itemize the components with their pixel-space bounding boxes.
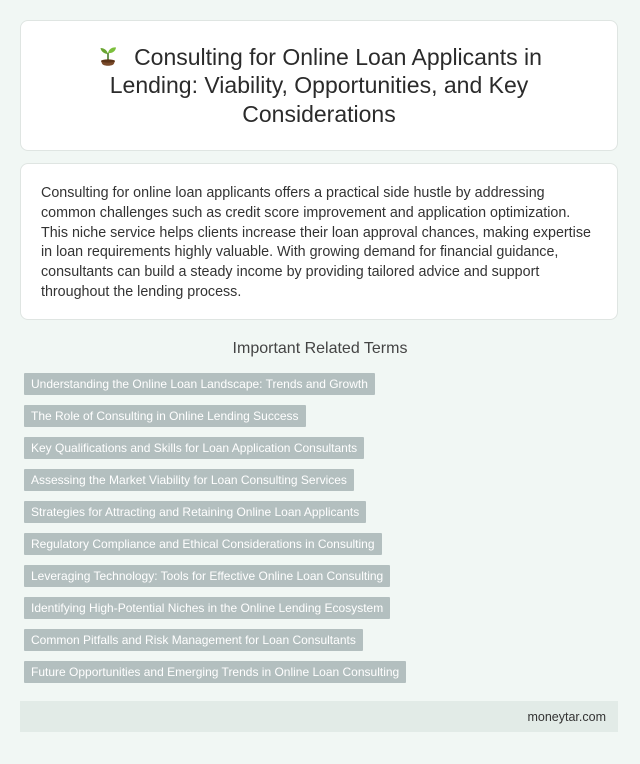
related-term-link[interactable]: Understanding the Online Loan Landscape: Trends and Growth bbox=[24, 373, 375, 395]
related-term-link[interactable]: Assessing the Market Viability for Loan Consulting Services bbox=[24, 469, 354, 491]
related-term-link[interactable]: Strategies for Attracting and Retaining Online Loan Applicants bbox=[24, 501, 366, 523]
intro-card bbox=[20, 163, 618, 320]
footer bbox=[20, 701, 618, 732]
related-term-link[interactable]: Leveraging Technology: Tools for Effective Online Loan Consulting bbox=[24, 565, 390, 587]
related-terms-list bbox=[24, 373, 624, 693]
related-term-link[interactable]: The Role of Consulting in Online Lending Success bbox=[24, 405, 306, 427]
related-term-link[interactable]: Regulatory Compliance and Ethical Considerations in Consulting bbox=[24, 533, 382, 555]
related-term-link[interactable]: Identifying High-Potential Niches in the Online Lending Ecosystem bbox=[24, 597, 390, 619]
sprout-icon bbox=[96, 44, 120, 68]
intro-paragraph: Consulting for online loan applicants offers a practical side hustle by addressing common challenges such as credit score improvement and application optimization. This niche service helps clients increase their loan approval chances, making expertise in loan requirements highly valuable. With growing demand for financial guidance, consultants can build a steady income by providing tailored advice and support throughout the lending process. bbox=[41, 185, 591, 300]
footer-site-link[interactable]: moneytar.com bbox=[527, 709, 606, 724]
title-card bbox=[20, 20, 618, 151]
page-title-text: Consulting for Online Loan Applicants in Lending: Viability, Opportunities, and Key Considerations bbox=[109, 43, 542, 127]
related-terms-heading: Important Related Terms bbox=[232, 340, 408, 357]
page-title bbox=[59, 43, 579, 129]
related-term-link[interactable]: Future Opportunities and Emerging Trends in Online Loan Consulting bbox=[24, 661, 406, 683]
related-term-link[interactable]: Common Pitfalls and Risk Management for Loan Consultants bbox=[24, 629, 363, 651]
related-term-link[interactable]: Key Qualifications and Skills for Loan Application Consultants bbox=[24, 437, 364, 459]
